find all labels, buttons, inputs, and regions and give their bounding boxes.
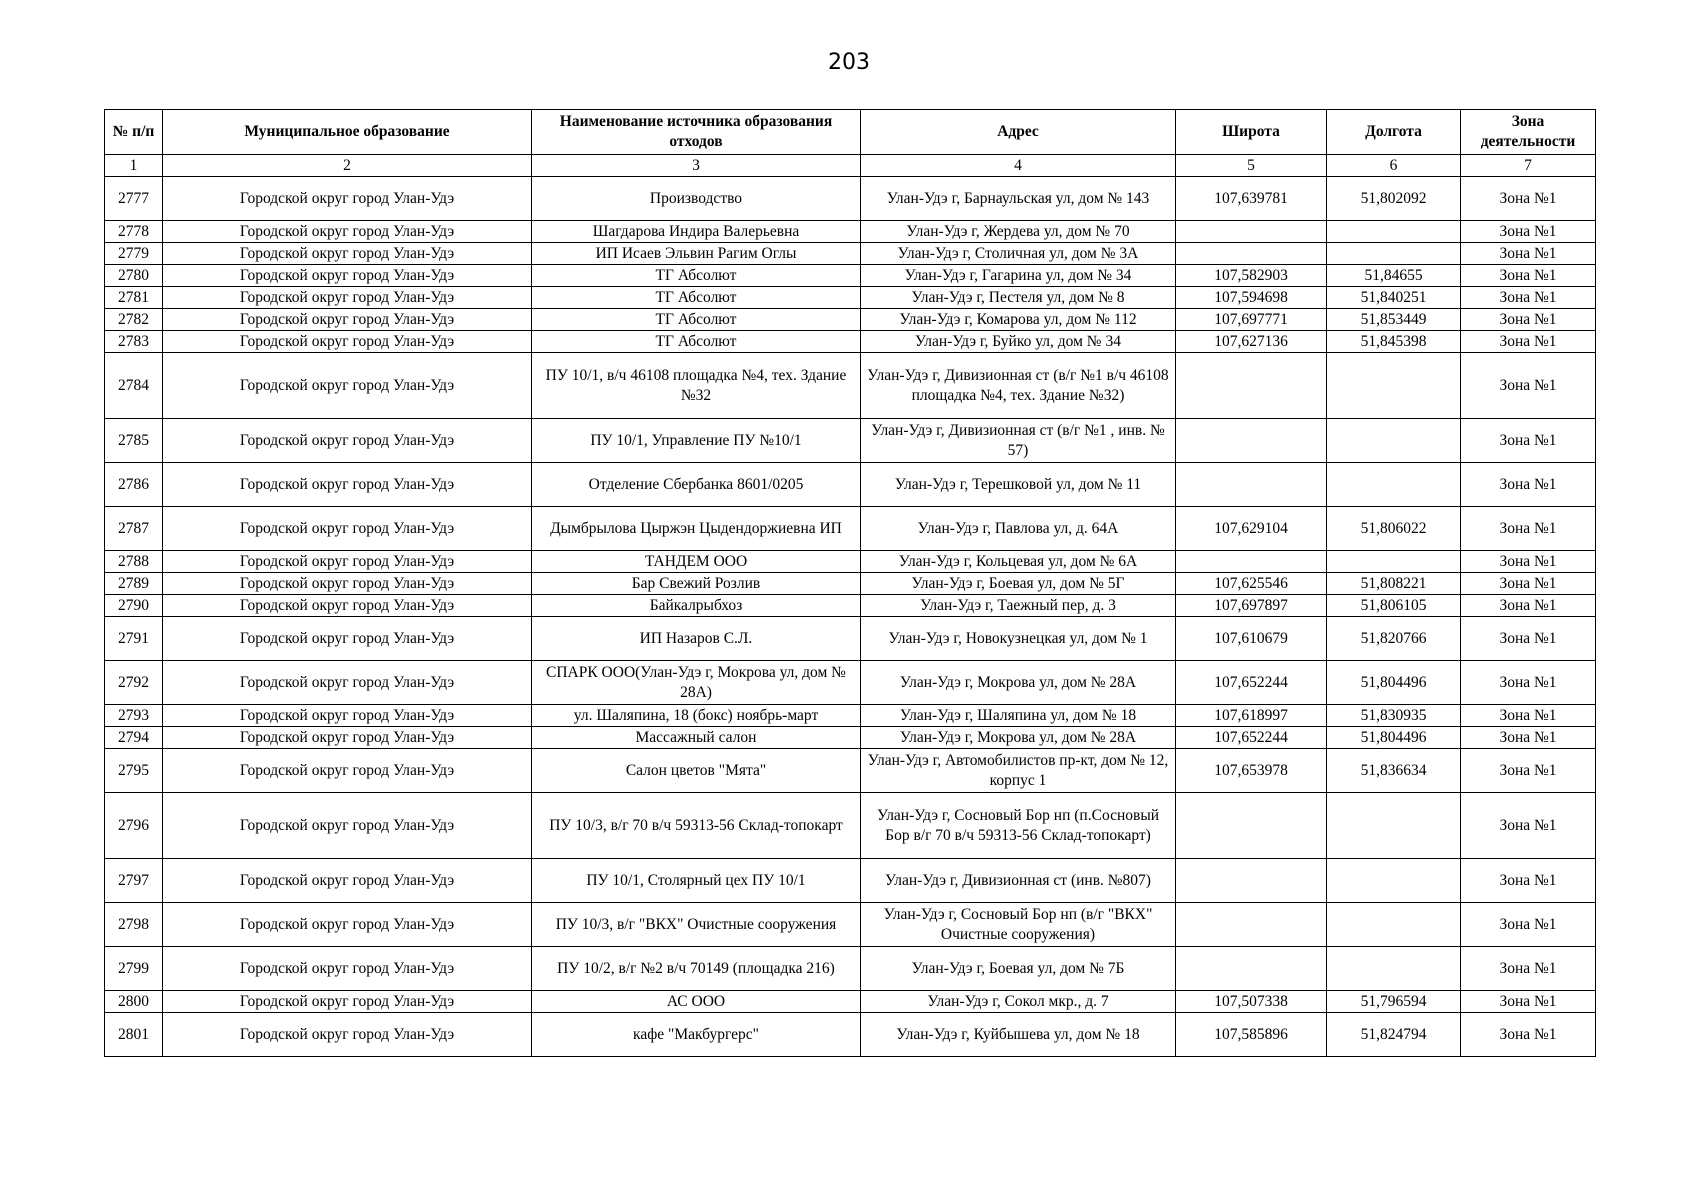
zone-cell: Зона №1 (1461, 309, 1596, 331)
table-row (105, 463, 1596, 507)
source-name-cell: Массажный салон (532, 727, 861, 749)
longitude-cell: 51,853449 (1327, 309, 1461, 331)
latitude-cell (1176, 463, 1327, 507)
zone-cell: Зона №1 (1461, 661, 1596, 705)
latitude-cell: 107,625546 (1176, 573, 1327, 595)
longitude-cell: 51,808221 (1327, 573, 1461, 595)
table-row (105, 221, 1596, 243)
municipality-cell: Городской округ город Улан-Удэ (163, 463, 532, 507)
longitude-cell: 51,806022 (1327, 507, 1461, 551)
source-name-cell: ТГ Абсолют (532, 331, 861, 353)
table-row (105, 903, 1596, 947)
latitude-cell (1176, 551, 1327, 573)
municipality-cell: Городской округ город Улан-Удэ (163, 419, 532, 463)
zone-cell: Зона №1 (1461, 353, 1596, 419)
source-name-cell: ПУ 10/1, Управление ПУ №10/1 (532, 419, 861, 463)
header-address: Адрес (861, 110, 1176, 155)
longitude-cell: 51,836634 (1327, 749, 1461, 793)
table-row (105, 573, 1596, 595)
source-name-cell: ТАНДЕМ ООО (532, 551, 861, 573)
table-row (105, 859, 1596, 903)
address-cell: Улан-Удэ г, Автомобилистов пр-кт, дом № 12, корпус 1 (861, 749, 1176, 793)
latitude-cell: 107,594698 (1176, 287, 1327, 309)
table-row (105, 507, 1596, 551)
row-number: 2800 (105, 991, 163, 1013)
longitude-cell: 51,830935 (1327, 705, 1461, 727)
row-number: 2789 (105, 573, 163, 595)
table-row (105, 947, 1596, 991)
zone-cell: Зона №1 (1461, 287, 1596, 309)
longitude-cell: 51,806105 (1327, 595, 1461, 617)
table-body (105, 177, 1596, 1057)
table-row (105, 265, 1596, 287)
row-number: 2786 (105, 463, 163, 507)
table-row (105, 309, 1596, 331)
latitude-cell (1176, 353, 1327, 419)
source-name-cell: ТГ Абсолют (532, 309, 861, 331)
zone-cell: Зона №1 (1461, 749, 1596, 793)
address-cell: Улан-Удэ г, Гагарина ул, дом № 34 (861, 265, 1176, 287)
table-header-row (105, 110, 1596, 155)
municipality-cell: Городской округ город Улан-Удэ (163, 1013, 532, 1057)
row-number: 2794 (105, 727, 163, 749)
table-row (105, 595, 1596, 617)
source-name-cell: ИП Исаев Эльвин Рагим Оглы (532, 243, 861, 265)
municipality-cell: Городской округ город Улан-Удэ (163, 661, 532, 705)
row-number: 2783 (105, 331, 163, 353)
address-cell: Улан-Удэ г, Боевая ул, дом № 5Г (861, 573, 1176, 595)
column-number: 1 (105, 155, 163, 177)
source-name-cell: ТГ Абсолют (532, 265, 861, 287)
row-number: 2777 (105, 177, 163, 221)
row-number: 2796 (105, 793, 163, 859)
address-cell: Улан-Удэ г, Павлова ул, д. 64А (861, 507, 1176, 551)
row-number: 2797 (105, 859, 163, 903)
municipality-cell: Городской округ город Улан-Удэ (163, 573, 532, 595)
address-cell: Улан-Удэ г, Сосновый Бор нп (в/г "ВКХ" Очистные сооружения) (861, 903, 1176, 947)
municipality-cell: Городской округ город Улан-Удэ (163, 309, 532, 331)
municipality-cell: Городской округ город Улан-Удэ (163, 595, 532, 617)
table-row (105, 177, 1596, 221)
latitude-cell (1176, 793, 1327, 859)
zone-cell: Зона №1 (1461, 991, 1596, 1013)
address-cell: Улан-Удэ г, Куйбышева ул, дом № 18 (861, 1013, 1176, 1057)
address-cell: Улан-Удэ г, Кольцевая ул, дом № 6А (861, 551, 1176, 573)
source-name-cell: Производство (532, 177, 861, 221)
address-cell: Улан-Удэ г, Дивизионная ст (в/г №1 в/ч 46108 площадка №4, тех. Здание №32) (861, 353, 1176, 419)
municipality-cell: Городской округ город Улан-Удэ (163, 617, 532, 661)
zone-cell: Зона №1 (1461, 617, 1596, 661)
municipality-cell: Городской округ город Улан-Удэ (163, 859, 532, 903)
municipality-cell: Городской округ город Улан-Удэ (163, 265, 532, 287)
zone-cell: Зона №1 (1461, 573, 1596, 595)
latitude-cell: 107,652244 (1176, 661, 1327, 705)
zone-cell: Зона №1 (1461, 595, 1596, 617)
zone-cell: Зона №1 (1461, 859, 1596, 903)
longitude-cell (1327, 859, 1461, 903)
source-name-cell: Салон цветов "Мята" (532, 749, 861, 793)
row-number: 2798 (105, 903, 163, 947)
source-name-cell: Отделение Сбербанка 8601/0205 (532, 463, 861, 507)
longitude-cell: 51,804496 (1327, 727, 1461, 749)
zone-cell: Зона №1 (1461, 331, 1596, 353)
address-cell: Улан-Удэ г, Новокузнецкая ул, дом № 1 (861, 617, 1176, 661)
latitude-cell: 107,629104 (1176, 507, 1327, 551)
municipality-cell: Городской округ город Улан-Удэ (163, 331, 532, 353)
page-number: 203 (828, 50, 870, 75)
latitude-cell: 107,585896 (1176, 1013, 1327, 1057)
zone-cell: Зона №1 (1461, 221, 1596, 243)
source-name-cell: ул. Шаляпина, 18 (бокс) ноябрь-март (532, 705, 861, 727)
longitude-cell: 51,824794 (1327, 1013, 1461, 1057)
address-cell: Улан-Удэ г, Терешковой ул, дом № 11 (861, 463, 1176, 507)
latitude-cell: 107,582903 (1176, 265, 1327, 287)
table-row (105, 419, 1596, 463)
longitude-cell: 51,796594 (1327, 991, 1461, 1013)
zone-cell: Зона №1 (1461, 727, 1596, 749)
source-name-cell: кафе "Макбургерс" (532, 1013, 861, 1057)
municipality-cell: Городской округ город Улан-Удэ (163, 507, 532, 551)
longitude-cell: 51,845398 (1327, 331, 1461, 353)
row-number: 2790 (105, 595, 163, 617)
waste-sources-table (104, 109, 1596, 1057)
row-number: 2793 (105, 705, 163, 727)
municipality-cell: Городской округ город Улан-Удэ (163, 243, 532, 265)
latitude-cell: 107,652244 (1176, 727, 1327, 749)
municipality-cell: Городской округ город Улан-Удэ (163, 749, 532, 793)
zone-cell: Зона №1 (1461, 419, 1596, 463)
address-cell: Улан-Удэ г, Дивизионная ст (инв. №807) (861, 859, 1176, 903)
source-name-cell: Байкалрыбхоз (532, 595, 861, 617)
table-row (105, 661, 1596, 705)
latitude-cell: 107,507338 (1176, 991, 1327, 1013)
longitude-cell (1327, 947, 1461, 991)
table-row (105, 793, 1596, 859)
source-name-cell: СПАРК ООО(Улан-Удэ г, Мокрова ул, дом № 28А) (532, 661, 861, 705)
address-cell: Улан-Удэ г, Шаляпина ул, дом № 18 (861, 705, 1176, 727)
row-number: 2781 (105, 287, 163, 309)
latitude-cell (1176, 243, 1327, 265)
zone-cell: Зона №1 (1461, 507, 1596, 551)
source-name-cell: ПУ 10/1, в/ч 46108 площадка №4, тех. Здание №32 (532, 353, 861, 419)
latitude-cell: 107,653978 (1176, 749, 1327, 793)
header-source-name: Наименование источника образования отходов (532, 110, 861, 155)
longitude-cell: 51,84655 (1327, 265, 1461, 287)
source-name-cell: Дымбрылова Цыржэн Цыдендоржиевна ИП (532, 507, 861, 551)
column-number: 2 (163, 155, 532, 177)
row-number: 2792 (105, 661, 163, 705)
zone-cell: Зона №1 (1461, 243, 1596, 265)
municipality-cell: Городской округ город Улан-Удэ (163, 177, 532, 221)
address-cell: Улан-Удэ г, Барнаульская ул, дом № 143 (861, 177, 1176, 221)
source-name-cell: ИП Назаров С.Л. (532, 617, 861, 661)
column-number: 3 (532, 155, 861, 177)
source-name-cell: Шагдарова Индира Валерьевна (532, 221, 861, 243)
address-cell: Улан-Удэ г, Сокол мкр., д. 7 (861, 991, 1176, 1013)
source-name-cell: АС ООО (532, 991, 861, 1013)
table-row (105, 991, 1596, 1013)
address-cell: Улан-Удэ г, Столичная ул, дом № 3А (861, 243, 1176, 265)
table-row (105, 705, 1596, 727)
table-row (105, 727, 1596, 749)
zone-cell: Зона №1 (1461, 551, 1596, 573)
address-cell: Улан-Удэ г, Дивизионная ст (в/г №1 , инв. № 57) (861, 419, 1176, 463)
row-number: 2799 (105, 947, 163, 991)
longitude-cell: 51,820766 (1327, 617, 1461, 661)
latitude-cell (1176, 419, 1327, 463)
longitude-cell (1327, 221, 1461, 243)
address-cell: Улан-Удэ г, Комарова ул, дом № 112 (861, 309, 1176, 331)
latitude-cell (1176, 947, 1327, 991)
latitude-cell (1176, 859, 1327, 903)
latitude-cell: 107,618997 (1176, 705, 1327, 727)
row-number: 2795 (105, 749, 163, 793)
header-number: № п/п (105, 110, 163, 155)
municipality-cell: Городской округ город Улан-Удэ (163, 727, 532, 749)
table-row (105, 353, 1596, 419)
row-number: 2784 (105, 353, 163, 419)
source-name-cell: ПУ 10/3, в/г "ВКХ" Очистные сооружения (532, 903, 861, 947)
municipality-cell: Городской округ город Улан-Удэ (163, 353, 532, 419)
zone-cell: Зона №1 (1461, 903, 1596, 947)
address-cell: Улан-Удэ г, Мокрова ул, дом № 28А (861, 727, 1176, 749)
longitude-cell (1327, 551, 1461, 573)
address-cell: Улан-Удэ г, Жердева ул, дом № 70 (861, 221, 1176, 243)
table-row (105, 243, 1596, 265)
address-cell: Улан-Удэ г, Таежный пер, д. 3 (861, 595, 1176, 617)
longitude-cell: 51,840251 (1327, 287, 1461, 309)
zone-cell: Зона №1 (1461, 265, 1596, 287)
row-number: 2785 (105, 419, 163, 463)
header-longitude: Долгота (1327, 110, 1461, 155)
table-row (105, 617, 1596, 661)
latitude-cell (1176, 903, 1327, 947)
latitude-cell: 107,610679 (1176, 617, 1327, 661)
zone-cell: Зона №1 (1461, 177, 1596, 221)
table-row (105, 1013, 1596, 1057)
longitude-cell: 51,802092 (1327, 177, 1461, 221)
address-cell: Улан-Удэ г, Сосновый Бор нп (п.Сосновый Бор в/г 70 в/ч 59313-56 Склад-топокарт) (861, 793, 1176, 859)
longitude-cell (1327, 793, 1461, 859)
address-cell: Улан-Удэ г, Боевая ул, дом № 7Б (861, 947, 1176, 991)
address-cell: Улан-Удэ г, Пестеля ул, дом № 8 (861, 287, 1176, 309)
row-number: 2788 (105, 551, 163, 573)
table-row (105, 749, 1596, 793)
header-zone: Зона деятельности (1461, 110, 1596, 155)
zone-cell: Зона №1 (1461, 947, 1596, 991)
longitude-cell (1327, 419, 1461, 463)
row-number: 2782 (105, 309, 163, 331)
column-numbers-row (105, 155, 1596, 177)
municipality-cell: Городской округ город Улан-Удэ (163, 705, 532, 727)
municipality-cell: Городской округ город Улан-Удэ (163, 947, 532, 991)
row-number: 2801 (105, 1013, 163, 1057)
longitude-cell (1327, 903, 1461, 947)
municipality-cell: Городской округ город Улан-Удэ (163, 221, 532, 243)
table-row (105, 331, 1596, 353)
zone-cell: Зона №1 (1461, 793, 1596, 859)
latitude-cell: 107,639781 (1176, 177, 1327, 221)
row-number: 2779 (105, 243, 163, 265)
source-name-cell: ТГ Абсолют (532, 287, 861, 309)
table-row (105, 287, 1596, 309)
column-number: 5 (1176, 155, 1327, 177)
municipality-cell: Городской округ город Улан-Удэ (163, 551, 532, 573)
header-latitude: Широта (1176, 110, 1327, 155)
header-municipality: Муниципальное образование (163, 110, 532, 155)
zone-cell: Зона №1 (1461, 705, 1596, 727)
row-number: 2780 (105, 265, 163, 287)
source-name-cell: Бар Свежий Розлив (532, 573, 861, 595)
source-name-cell: ПУ 10/3, в/г 70 в/ч 59313-56 Склад-топокарт (532, 793, 861, 859)
latitude-cell (1176, 221, 1327, 243)
source-name-cell: ПУ 10/1, Столярный цех ПУ 10/1 (532, 859, 861, 903)
longitude-cell (1327, 463, 1461, 507)
column-number: 7 (1461, 155, 1596, 177)
municipality-cell: Городской округ город Улан-Удэ (163, 287, 532, 309)
address-cell: Улан-Удэ г, Буйко ул, дом № 34 (861, 331, 1176, 353)
column-number: 6 (1327, 155, 1461, 177)
longitude-cell (1327, 243, 1461, 265)
row-number: 2778 (105, 221, 163, 243)
row-number: 2791 (105, 617, 163, 661)
row-number: 2787 (105, 507, 163, 551)
municipality-cell: Городской округ город Улан-Удэ (163, 903, 532, 947)
zone-cell: Зона №1 (1461, 463, 1596, 507)
source-name-cell: ПУ 10/2, в/г №2 в/ч 70149 (площадка 216) (532, 947, 861, 991)
longitude-cell: 51,804496 (1327, 661, 1461, 705)
municipality-cell: Городской округ город Улан-Удэ (163, 793, 532, 859)
column-number: 4 (861, 155, 1176, 177)
municipality-cell: Городской округ город Улан-Удэ (163, 991, 532, 1013)
latitude-cell: 107,627136 (1176, 331, 1327, 353)
table-row (105, 551, 1596, 573)
zone-cell: Зона №1 (1461, 1013, 1596, 1057)
latitude-cell: 107,697897 (1176, 595, 1327, 617)
address-cell: Улан-Удэ г, Мокрова ул, дом № 28А (861, 661, 1176, 705)
latitude-cell: 107,697771 (1176, 309, 1327, 331)
longitude-cell (1327, 353, 1461, 419)
